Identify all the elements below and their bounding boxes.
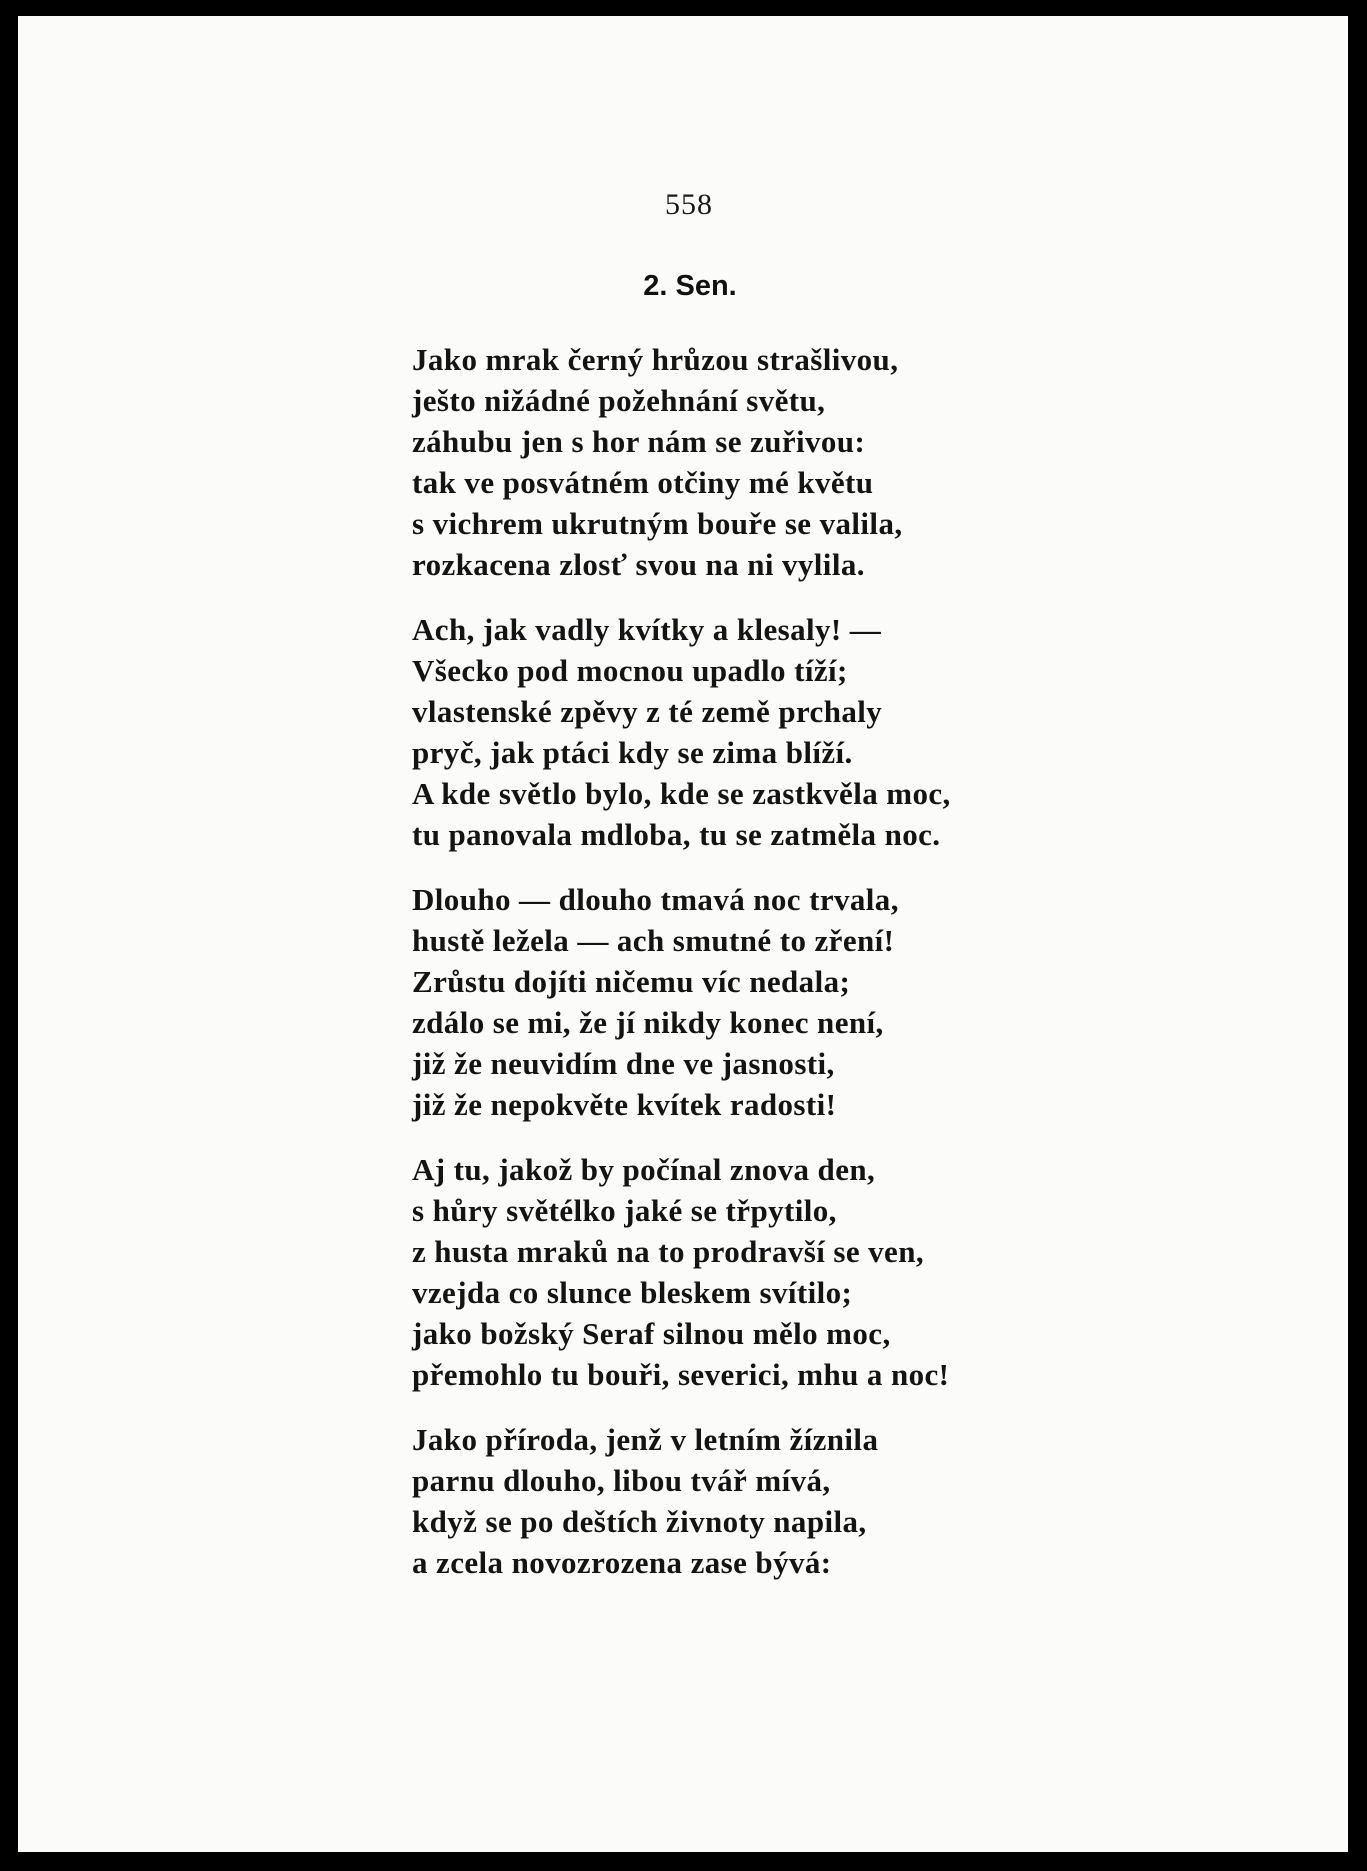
verse-line: tu panovala mdloba, tu se zatměla noc. xyxy=(412,817,941,852)
verse-line: již že nepokvěte kvítek radosti! xyxy=(412,1087,837,1122)
verse-line: vzejda co slunce bleskem svítilo; xyxy=(412,1275,853,1310)
stanza-3 xyxy=(412,879,1092,1125)
verse-line: s hůry světélko jaké se třpytilo, xyxy=(412,1193,837,1228)
verse-line: Jako příroda, jenž v letním žíznila xyxy=(412,1422,879,1457)
verse-line: A kde světlo bylo, kde se zastkvěla moc, xyxy=(412,776,951,811)
verse-line: když se po deštích živnoty napila, xyxy=(412,1504,867,1539)
verse-line: Jako mrak černý hrůzou strašlivou, xyxy=(412,342,899,377)
verse-line: zdálo se mi, že jí nikdy konec není, xyxy=(412,1005,884,1040)
verse-line: záhubu jen s hor nám se zuřivou: xyxy=(412,424,866,459)
verse-line: jako božský Seraf silnou mělo moc, xyxy=(412,1316,891,1351)
stanza-4 xyxy=(412,1149,1092,1395)
verse-line: již že neuvidím dne ve jasnosti, xyxy=(412,1046,835,1081)
verse-line: Aj tu, jakož by počínal znova den, xyxy=(412,1152,876,1187)
page-number: 558 xyxy=(665,188,713,221)
poem-title: 2. Sen. xyxy=(643,270,737,302)
verse-line: Zrůstu dojíti ničemu víc nedala; xyxy=(412,964,851,999)
book-page xyxy=(18,16,1348,1852)
verse-line: ješto nižádné požehnání světu, xyxy=(412,383,826,418)
stanza-5 xyxy=(412,1419,1092,1583)
verse-line: rozkacena zlosť svou na ni vylila. xyxy=(412,547,865,582)
verse-line: tak ve posvátném otčiny mé květu xyxy=(412,465,874,500)
poem-body xyxy=(412,339,1092,1607)
stanza-1 xyxy=(412,339,1092,585)
verse-line: hustě ležela — ach smutné to zření! xyxy=(412,923,895,958)
verse-line: vlastenské zpěvy z té země prchaly xyxy=(412,694,883,729)
verse-line: Ach, jak vadly kvítky a klesaly! — xyxy=(412,612,882,647)
verse-line: pryč, jak ptáci kdy se zima blíží. xyxy=(412,735,853,770)
stanza-2 xyxy=(412,609,1092,855)
verse-line: Dlouho — dlouho tmavá noc trvala, xyxy=(412,882,899,917)
verse-line: Všecko pod mocnou upadlo tíží; xyxy=(412,653,848,688)
verse-line: s vichrem ukrutným bouře se valila, xyxy=(412,506,903,541)
verse-line: z husta mraků na to prodravší se ven, xyxy=(412,1234,924,1269)
verse-line: přemohlo tu bouři, severici, mhu a noc! xyxy=(412,1357,950,1392)
verse-line: a zcela novozrozena zase bývá: xyxy=(412,1545,832,1580)
verse-line: parnu dlouho, libou tvář mívá, xyxy=(412,1463,831,1498)
